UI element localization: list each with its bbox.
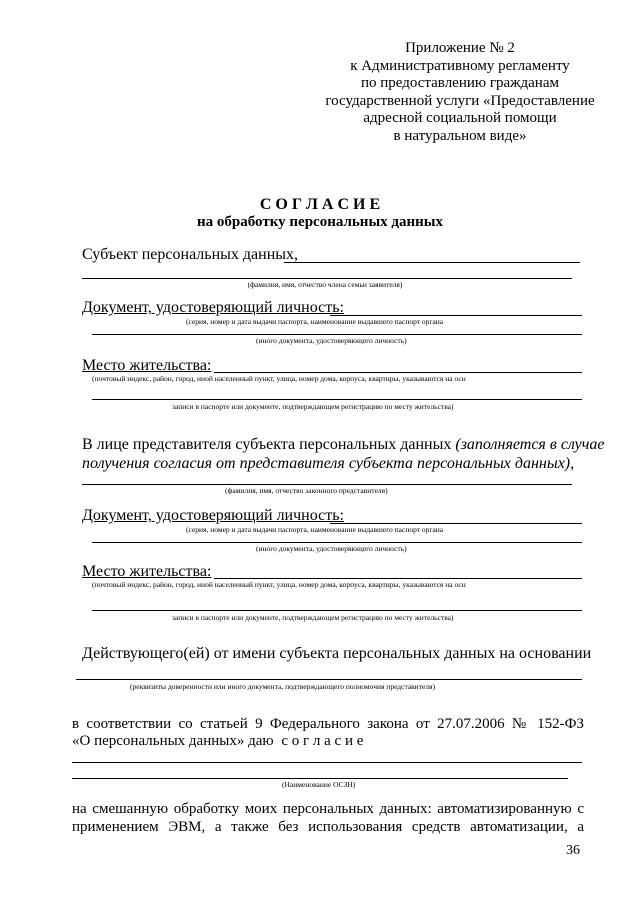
subject-label: Субъект персональных данных, bbox=[82, 246, 299, 263]
representative-intro-text: В лице представителя субъекта персональных данных bbox=[82, 436, 452, 453]
subject-name-caption: (фамилия, имя, отчество члена семьи заявителя) bbox=[247, 280, 403, 289]
law-line-2 bbox=[72, 733, 363, 750]
appendix-line-2: к Административному регламенту bbox=[350, 57, 570, 74]
appendix-line-1: Приложение № 2 bbox=[405, 40, 515, 56]
subject-residence-caption-2: записи в паспорте или документе, подтверждающем регистрацию по месту жительства) bbox=[172, 402, 454, 411]
subject-name-line[interactable] bbox=[284, 262, 580, 263]
appendix-line-6: в натуральном виде» bbox=[393, 127, 527, 144]
representative-doc-line-2[interactable] bbox=[92, 542, 582, 543]
appendix-line-3: по предоставлению гражданам bbox=[360, 75, 559, 91]
representative-name-caption: (фамилия, имя, отчество законного представителя) bbox=[225, 486, 388, 495]
representative-name-line[interactable] bbox=[82, 484, 572, 485]
oszn-line-2[interactable] bbox=[72, 778, 568, 779]
body-line-2: применением ЭВМ, а также без использования средств автоматизации, а bbox=[72, 819, 584, 835]
law-line-1: в соответствии со статьей 9 Федерального закона от 27.07.2006 № 152-ФЗ bbox=[72, 716, 584, 732]
page-number: 36 bbox=[566, 843, 580, 858]
document-title: С О Г Л А С И Е bbox=[259, 196, 381, 213]
representative-doc-line[interactable] bbox=[330, 523, 582, 524]
subject-doc-label: Документ, удостоверяющий личность: bbox=[82, 299, 344, 316]
representative-intro-line-1 bbox=[82, 436, 605, 453]
appendix-header bbox=[300, 40, 620, 145]
consent-word: с о г л а с и е bbox=[281, 733, 364, 749]
representative-intro-italic-1: (заполняется в случае bbox=[455, 436, 605, 453]
representative-residence-caption-2: записи в паспорте или документе, подтверждающем регистрацию по месту жительства) bbox=[172, 613, 454, 622]
representative-doc-caption-2: (иного документа, удостоверяющего личность) bbox=[256, 544, 407, 553]
appendix-line-5: адресной социальной помощи bbox=[363, 110, 557, 126]
subject-doc-caption: (серия, номер и дата выдачи паспорта, наименование выдавшего паспорт органа bbox=[186, 317, 444, 326]
representative-residence-line[interactable] bbox=[214, 578, 582, 579]
subject-residence-line[interactable] bbox=[214, 372, 582, 373]
acting-basis-caption: (реквизиты доверенности или иного документа, подтверждающего полномочия представителя) bbox=[130, 682, 435, 691]
subject-name-line-2[interactable] bbox=[82, 278, 572, 279]
subject-residence-line-2[interactable] bbox=[92, 399, 582, 400]
document-subtitle: на обработку персональных данных bbox=[197, 214, 443, 230]
subject-doc-caption-2: (иного документа, удостоверяющего личность) bbox=[256, 336, 407, 345]
representative-doc-caption: (серия, номер и дата выдачи паспорта, наименование выдавшего паспорт органа bbox=[186, 525, 444, 534]
oszn-caption: (Наименование ОСЗН) bbox=[282, 780, 356, 789]
subject-residence-caption: (почтовый индекс, район, город, иной населенный пункт, улица, номер дома, корпуса, квартиры, указываются на осн bbox=[92, 374, 466, 383]
representative-doc-label: Документ, удостоверяющий личность: bbox=[82, 507, 344, 524]
representative-residence-label: Место жительства: bbox=[82, 563, 212, 580]
subject-residence-label: Место жительства: bbox=[82, 357, 212, 374]
representative-residence-caption: (почтовый индекс, район, город, иной населенный пункт, улица, номер дома, корпуса, квартиры, указываются на осн bbox=[92, 580, 466, 589]
body-line-1: на смешанную обработку моих персональных данных: автоматизированную с bbox=[72, 801, 584, 817]
oszn-line-1[interactable] bbox=[72, 762, 582, 763]
subject-doc-line-2[interactable] bbox=[92, 334, 582, 335]
law-line-2-text: «О персональных данных» даю bbox=[72, 733, 274, 749]
subject-doc-line[interactable] bbox=[330, 315, 582, 316]
representative-intro-italic-2: получения согласия от представителя субъекта персональных данных), bbox=[82, 455, 575, 472]
appendix-line-4: государственной услуги «Предоставление bbox=[325, 92, 595, 109]
acting-basis-line[interactable] bbox=[76, 679, 582, 680]
acting-label: Действующего(ей) от имени субъекта персональных данных на основании bbox=[82, 645, 592, 662]
representative-residence-line-2[interactable] bbox=[92, 610, 582, 611]
